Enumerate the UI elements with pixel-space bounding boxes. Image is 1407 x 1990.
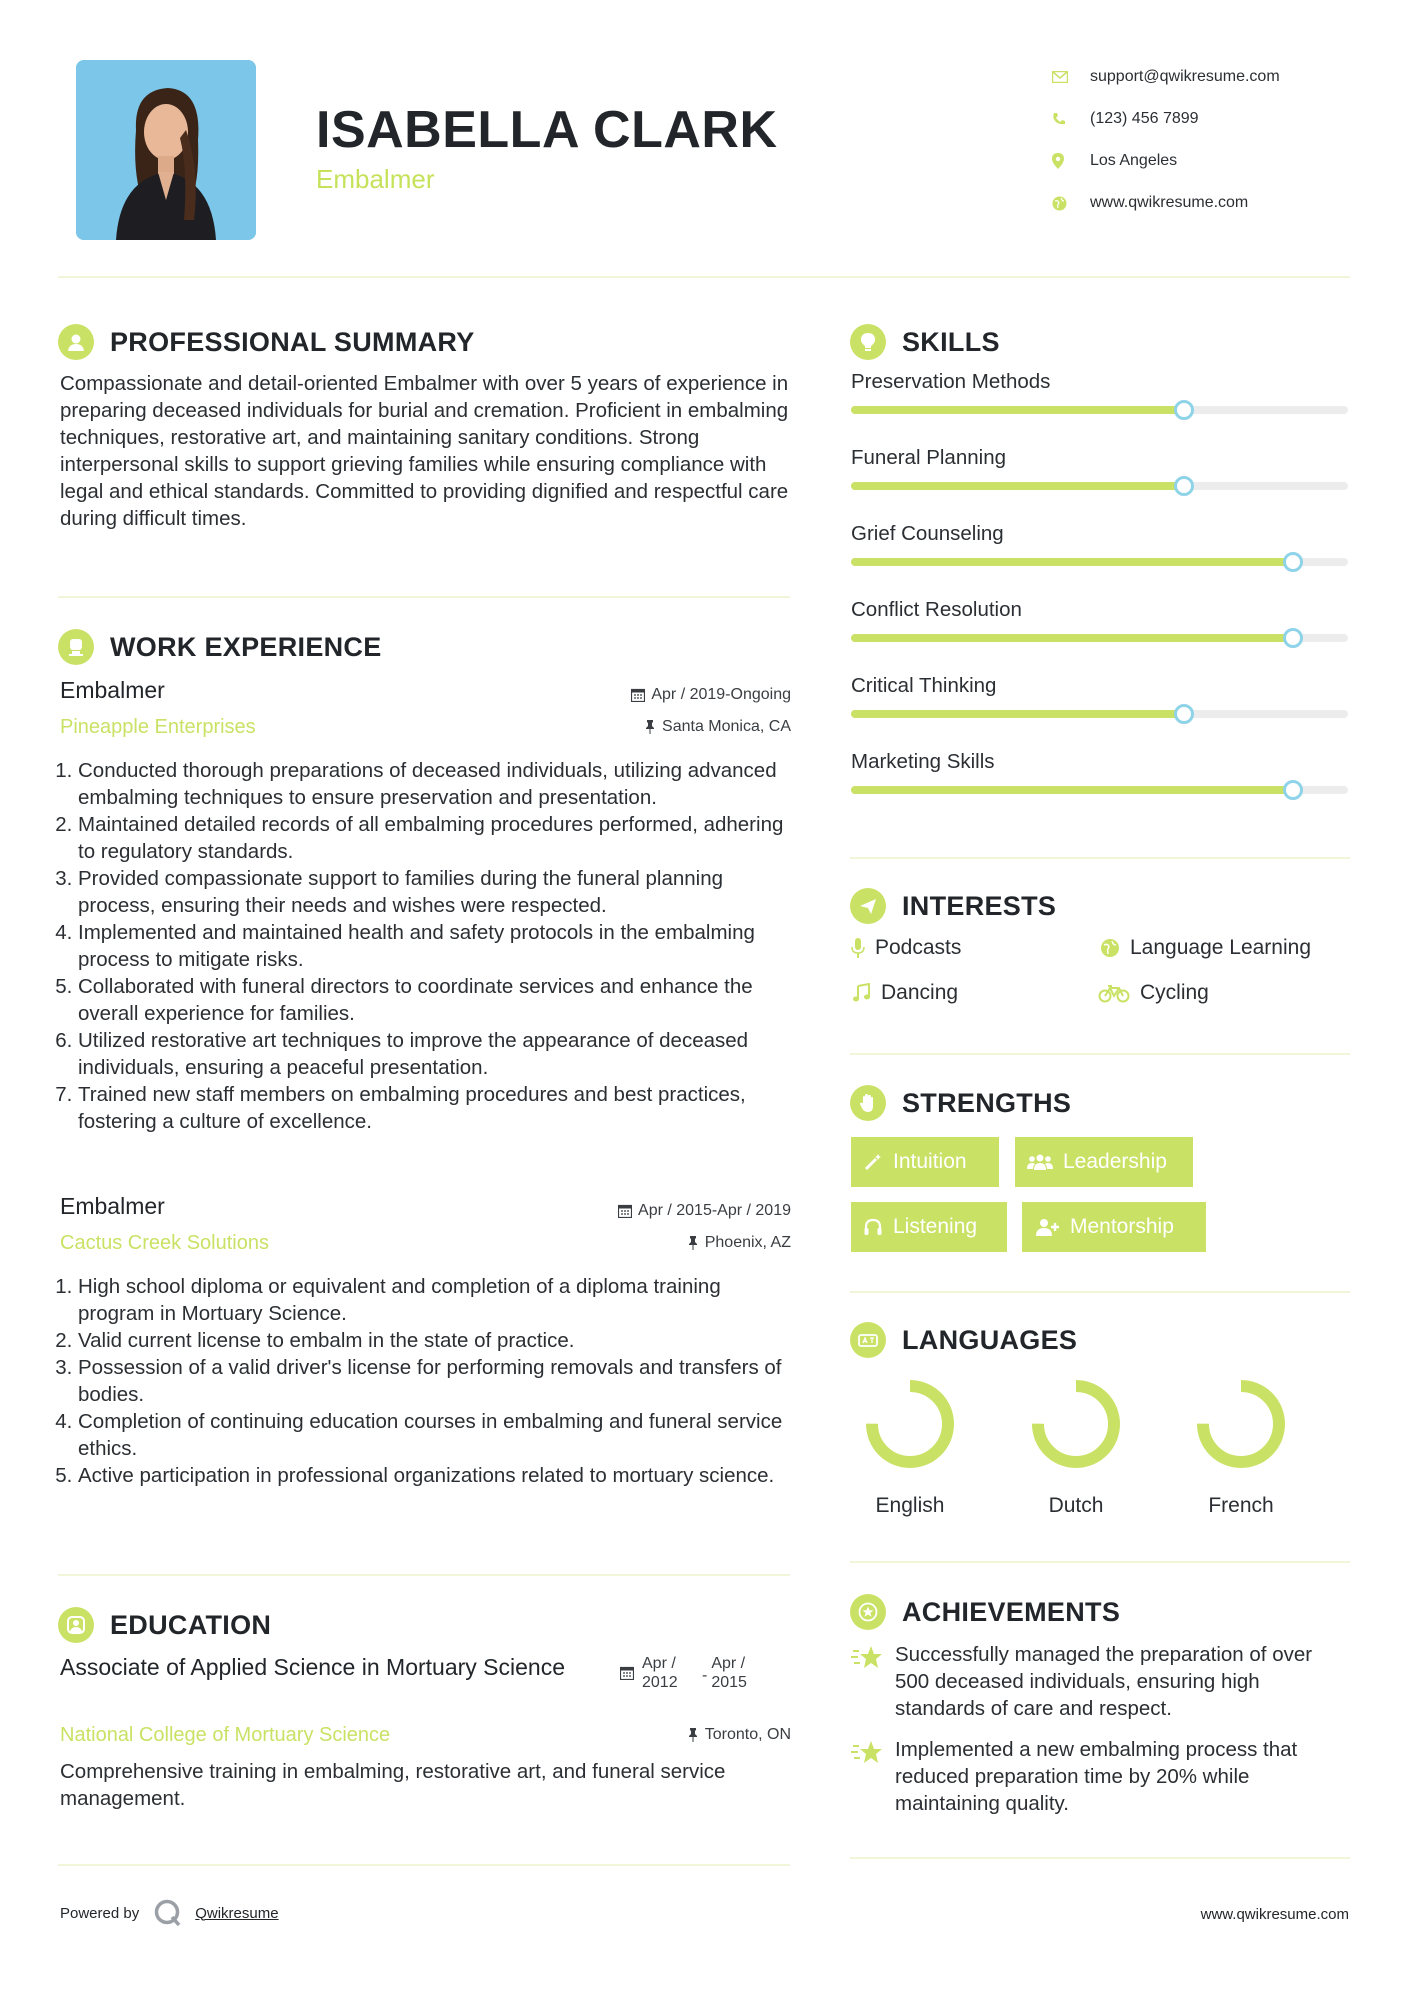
languages-heading — [850, 1322, 1077, 1358]
interest-podcasts — [851, 936, 961, 960]
language-proficiency-arc — [872, 1386, 948, 1462]
skill-level-knob — [1174, 476, 1194, 496]
music-note-icon — [851, 983, 871, 1003]
achievement-item — [851, 1736, 1351, 1817]
skill-level-knob — [1283, 628, 1303, 648]
microphone-icon — [851, 937, 865, 959]
skill-item — [851, 522, 1348, 566]
user-plus-icon — [1034, 1217, 1060, 1237]
strengths-title: STRENGTHS — [902, 1087, 1072, 1118]
work-divider — [58, 1574, 790, 1576]
education-description: Comprehensive training in embalming, restorative art, and funeral service management. — [60, 1760, 726, 1810]
contact-website[interactable] — [1052, 182, 1352, 224]
job-2-title: Embalmer — [60, 1193, 165, 1219]
education-heading — [58, 1607, 271, 1643]
achievement-item — [851, 1641, 1351, 1722]
summary-divider — [58, 596, 790, 598]
education-start: Apr / 2012 — [642, 1655, 678, 1691]
language-proficiency-arc — [1203, 1386, 1279, 1462]
lightbulb-icon — [850, 324, 886, 360]
briefcase-icon — [58, 629, 94, 665]
skill-track — [851, 406, 1348, 414]
work-heading — [58, 629, 382, 665]
language-item — [1181, 1376, 1301, 1518]
magic-wand-icon — [863, 1152, 883, 1172]
education-location-text: Toronto, ON — [704, 1726, 791, 1743]
strengths-divider — [850, 1291, 1350, 1293]
achievement-text: Successfully managed the preparation of over 500 deceased individuals, ensuring high standards of care and respect. — [895, 1643, 1313, 1720]
list-item: 3. Possession of a valid driver's license for performing removals and transfers of bodies. — [78, 1354, 798, 1408]
list-item: 6. Utilized restorative art techniques to improve the appearance of deceased individuals, ensuring a peaceful presentation. — [78, 1027, 798, 1081]
user-icon — [58, 324, 94, 360]
languages-divider — [850, 1561, 1350, 1563]
skill-level-fill — [851, 710, 1184, 718]
languages-title: LANGUAGES — [902, 1324, 1078, 1355]
interest-dancing — [851, 981, 958, 1005]
list-item: 2. Valid current license to embalm in the state of practice. — [78, 1327, 798, 1354]
job-1-location-text: Santa Monica, CA — [662, 718, 791, 735]
star-icon — [851, 1736, 895, 1817]
contact-website-text: www.qwikresume.com — [1090, 194, 1249, 211]
contact-location-text: Los Angeles — [1090, 152, 1178, 169]
skill-level-fill — [851, 786, 1293, 794]
skill-item — [851, 598, 1348, 642]
skill-track — [851, 482, 1348, 490]
skill-name: Conflict Resolution — [851, 598, 1022, 621]
interest-label: Dancing — [881, 981, 959, 1004]
globe-icon — [1100, 938, 1120, 958]
job-1-dates — [631, 686, 791, 704]
candidate-title: Embalmer — [316, 164, 435, 194]
achievements-heading — [850, 1594, 1120, 1630]
job-1-company: Pineapple Enterprises — [60, 716, 256, 738]
skill-track — [851, 558, 1348, 566]
job-2-company: Cactus Creek Solutions — [60, 1232, 269, 1254]
skill-name: Grief Counseling — [851, 522, 1004, 545]
language-name: Dutch — [1048, 1494, 1104, 1517]
summary-text: Compassionate and detail-oriented Embalmer with over 5 years of experience in preparing deceased individuals for burial and cremation. Proficient in embalming techniques, restorative art, and maintaining sanitary conditions. Strong interpersonal skills to support grieving families while ensuring compliance with legal and ethical standards. Committed to providing dignified and respectful care during difficult times. — [60, 372, 789, 530]
education-degree: Associate of Applied Science in Mortuary Science — [60, 1654, 565, 1680]
list-item: 5. Active participation in professional organizations related to mortuary science. — [78, 1462, 798, 1489]
profile-photo — [76, 60, 256, 240]
skill-item — [851, 446, 1348, 490]
skill-level-fill — [851, 558, 1293, 566]
job-2-location — [687, 1234, 791, 1252]
language-name: French — [1208, 1494, 1274, 1517]
skill-item — [851, 674, 1348, 718]
language-name: English — [875, 1494, 945, 1517]
contact-phone-text: (123) 456 7899 — [1090, 110, 1199, 127]
graduate-icon — [58, 1607, 94, 1643]
strength-label: Listening — [893, 1215, 978, 1238]
education-school: National College of Mortuary Science — [60, 1724, 391, 1746]
skill-track — [851, 710, 1348, 718]
group-icon — [1027, 1152, 1053, 1172]
job-2-dates-text: Apr / 2015-Apr / 2019 — [638, 1202, 791, 1219]
skill-track — [851, 786, 1348, 794]
job-2-bullets — [58, 1273, 798, 1489]
job-1-title: Embalmer — [60, 677, 165, 703]
job-2-dates — [618, 1202, 791, 1220]
achievements-divider — [850, 1857, 1350, 1859]
strengths-heading — [850, 1085, 1071, 1121]
language-proficiency-ring — [1193, 1376, 1289, 1472]
envelope-icon — [1052, 71, 1090, 83]
globe-icon — [1052, 196, 1090, 211]
job-2-location-text: Phoenix, AZ — [704, 1234, 791, 1251]
skills-title: SKILLS — [902, 326, 1000, 357]
pushpin-icon — [687, 1236, 699, 1250]
qwikresume-logo-icon — [153, 1898, 183, 1928]
skill-track — [851, 634, 1348, 642]
pushpin-icon — [687, 1728, 699, 1742]
headphones-icon — [863, 1217, 883, 1237]
calendar-icon — [618, 1204, 632, 1218]
footer-powered-by — [60, 1898, 279, 1928]
skill-name: Critical Thinking — [851, 674, 997, 697]
education-end: Apr / 2015 — [711, 1655, 747, 1691]
contact-email[interactable] — [1052, 56, 1352, 98]
footer-url[interactable]: www.qwikresume.com — [1200, 1906, 1349, 1923]
map-pin-icon — [1052, 153, 1090, 169]
achievements-title: ACHIEVEMENTS — [902, 1596, 1121, 1627]
skill-level-knob — [1174, 704, 1194, 724]
strength-label: Mentorship — [1070, 1215, 1174, 1238]
interests-divider — [850, 1053, 1350, 1055]
work-title: WORK EXPERIENCE — [110, 631, 382, 662]
interest-cycling — [1098, 981, 1209, 1005]
powered-by-label: Powered by — [60, 1904, 140, 1922]
contact-list — [1052, 56, 1352, 224]
pushpin-icon — [644, 720, 656, 734]
strength-label: Leadership — [1063, 1150, 1167, 1173]
paper-plane-icon — [850, 888, 886, 924]
qwikresume-link[interactable]: Qwikresume — [195, 1904, 279, 1922]
job-1-bullets — [58, 757, 798, 1135]
header-divider — [58, 276, 1350, 278]
education-location — [687, 1726, 791, 1744]
job-1-dates-text: Apr / 2019-Ongoing — [651, 686, 791, 703]
language-proficiency-ring — [1028, 1376, 1124, 1472]
skill-level-knob — [1283, 780, 1303, 800]
language-item — [1016, 1376, 1136, 1518]
phone-icon — [1052, 112, 1090, 126]
skills-divider — [850, 857, 1350, 859]
list-item: 4. Completion of continuing education courses in embalming and funeral service ethics. — [78, 1408, 798, 1462]
strength-tag-intuition — [851, 1137, 999, 1187]
strength-label: Intuition — [893, 1150, 967, 1173]
star-icon — [851, 1641, 895, 1722]
skill-item — [851, 370, 1348, 414]
summary-title: PROFESSIONAL SUMMARY — [110, 326, 475, 357]
skill-level-fill — [851, 406, 1184, 414]
star-badge-icon — [850, 1594, 886, 1630]
list-item: 7. Trained new staff members on embalming procedures and best practices, fostering a culture of excellence. — [78, 1081, 798, 1135]
interest-language-learning — [1100, 936, 1311, 960]
skill-name: Marketing Skills — [851, 750, 995, 773]
skills-heading — [850, 324, 1000, 360]
language-proficiency-ring — [862, 1376, 958, 1472]
strength-tag-leadership — [1015, 1137, 1193, 1187]
job-1-location — [644, 718, 791, 736]
interest-label: Language Learning — [1130, 936, 1312, 959]
interest-label: Podcasts — [875, 936, 962, 959]
education-divider — [58, 1864, 790, 1866]
list-item: 1. High school diploma or equivalent and completion of a diploma training program in Mortuary Science. — [78, 1273, 798, 1327]
education-title: EDUCATION — [110, 1609, 272, 1640]
language-item — [850, 1376, 970, 1518]
list-item: 5. Collaborated with funeral directors to coordinate services and enhance the overall experience for families. — [78, 973, 798, 1027]
calendar-icon — [631, 688, 645, 702]
education-dates — [620, 1654, 761, 1692]
strength-tag-listening — [851, 1202, 1007, 1252]
skill-level-knob — [1283, 552, 1303, 572]
achievement-text: Implemented a new embalming process that reduced preparation time by 20% while maintaining quality. — [895, 1738, 1298, 1815]
contact-phone[interactable] — [1052, 98, 1352, 140]
list-item: 3. Provided compassionate support to families during the funeral planning process, ensuring their needs and wishes were respected. — [78, 865, 798, 919]
skill-name: Funeral Planning — [851, 446, 1006, 469]
skill-name: Preservation Methods — [851, 370, 1051, 393]
interests-heading — [850, 888, 1056, 924]
skill-level-fill — [851, 482, 1184, 490]
language-icon — [850, 1322, 886, 1358]
summary-heading — [58, 324, 475, 360]
candidate-name: ISABELLA CLARK — [316, 101, 778, 159]
contact-location — [1052, 140, 1352, 182]
list-item: 4. Implemented and maintained health and safety protocols in the embalming process to mitigate risks. — [78, 919, 798, 973]
strength-tag-mentorship — [1022, 1202, 1206, 1252]
calendar-icon — [620, 1666, 634, 1680]
interest-label: Cycling — [1140, 981, 1209, 1004]
skill-item — [851, 750, 1348, 794]
hand-icon — [850, 1085, 886, 1121]
contact-email-text: support@qwikresume.com — [1090, 68, 1280, 85]
skill-level-fill — [851, 634, 1293, 642]
date-separator: - — [702, 1667, 708, 1684]
bicycle-icon — [1098, 983, 1130, 1003]
list-item: 1. Conducted thorough preparations of deceased individuals, utilizing advanced embalming techniques to ensure preservation and presentation. — [78, 757, 798, 811]
skill-level-knob — [1174, 400, 1194, 420]
interests-title: INTERESTS — [902, 890, 1057, 921]
language-proficiency-arc — [1038, 1386, 1114, 1462]
list-item: 2. Maintained detailed records of all embalming procedures performed, adhering to regulatory standards. — [78, 811, 798, 865]
